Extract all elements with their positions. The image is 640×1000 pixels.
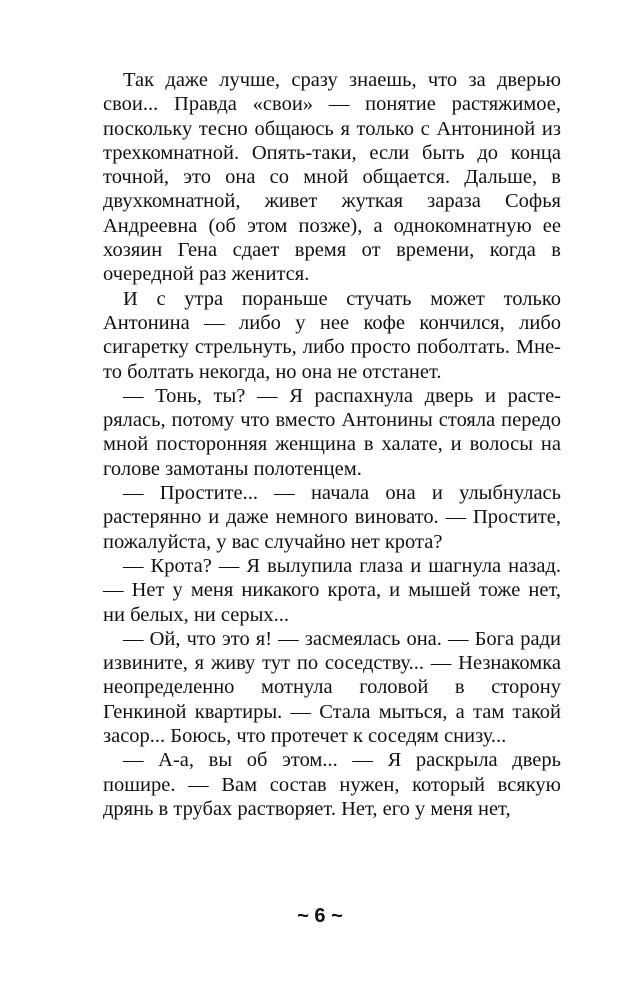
paragraph: — Тонь, ты? — Я распахнула дверь и растерялась, потому что вместо Антонины стояла передо мной посторонняя женщина в халате, и волосы на голове замотаны полотенцем. [103,384,561,480]
page-text [103,68,561,821]
paragraph: — А-а, вы об этом... — Я раскрыла дверь пошире. — Вам состав нужен, который всякую дрянь в трубах растворяет. Нет, его у меня нет, [103,749,561,820]
paragraph: — Крота? — Я вылупила глаза и шагнула назад. — Нет у меня никакого крота, и мышей тоже нет, ни белых, ни серых... [103,554,561,626]
page-number: ~ 6 ~ [297,905,343,927]
paragraph: Так даже лучше, сразу знаешь, что за дверью свои... Правда «свои» — понятие растяжимое, поскольку тесно общаюсь я только с Антониной из трехкомнатной. Опять-таки, если быть до конца точной, это она со мной общается. Дальше, в двухкомнатной, живет жуткая зараза Софья Андреевна (об этом позже), а однокомнатную ее хозяин Гена сдает время от времени, когда в очередной раз женится. [103,69,561,286]
paragraph: И с утра пораньше стучать может только Антонина — либо у нее кофе кончился, либо сигаретку стрельнуть, либо просто поболтать. Мне-то болтать некогда, но она не отстанет. [103,287,561,383]
paragraph: — Ой, что это я! — засмеялась она. — Бога ради извините, я живу тут по соседству... — Незнакомка неопределенно мотнула головой в сторону Генкиной квартиры. — Стала мыться, а там такой засор... Боюсь, что протечет к соседям снизу... [103,627,561,748]
paragraph: — Простите... — начала она и улыбнулась растерянно и даже немного виновато. — Простите, пожалуйста, у вас случайно нет крота? [103,482,561,553]
